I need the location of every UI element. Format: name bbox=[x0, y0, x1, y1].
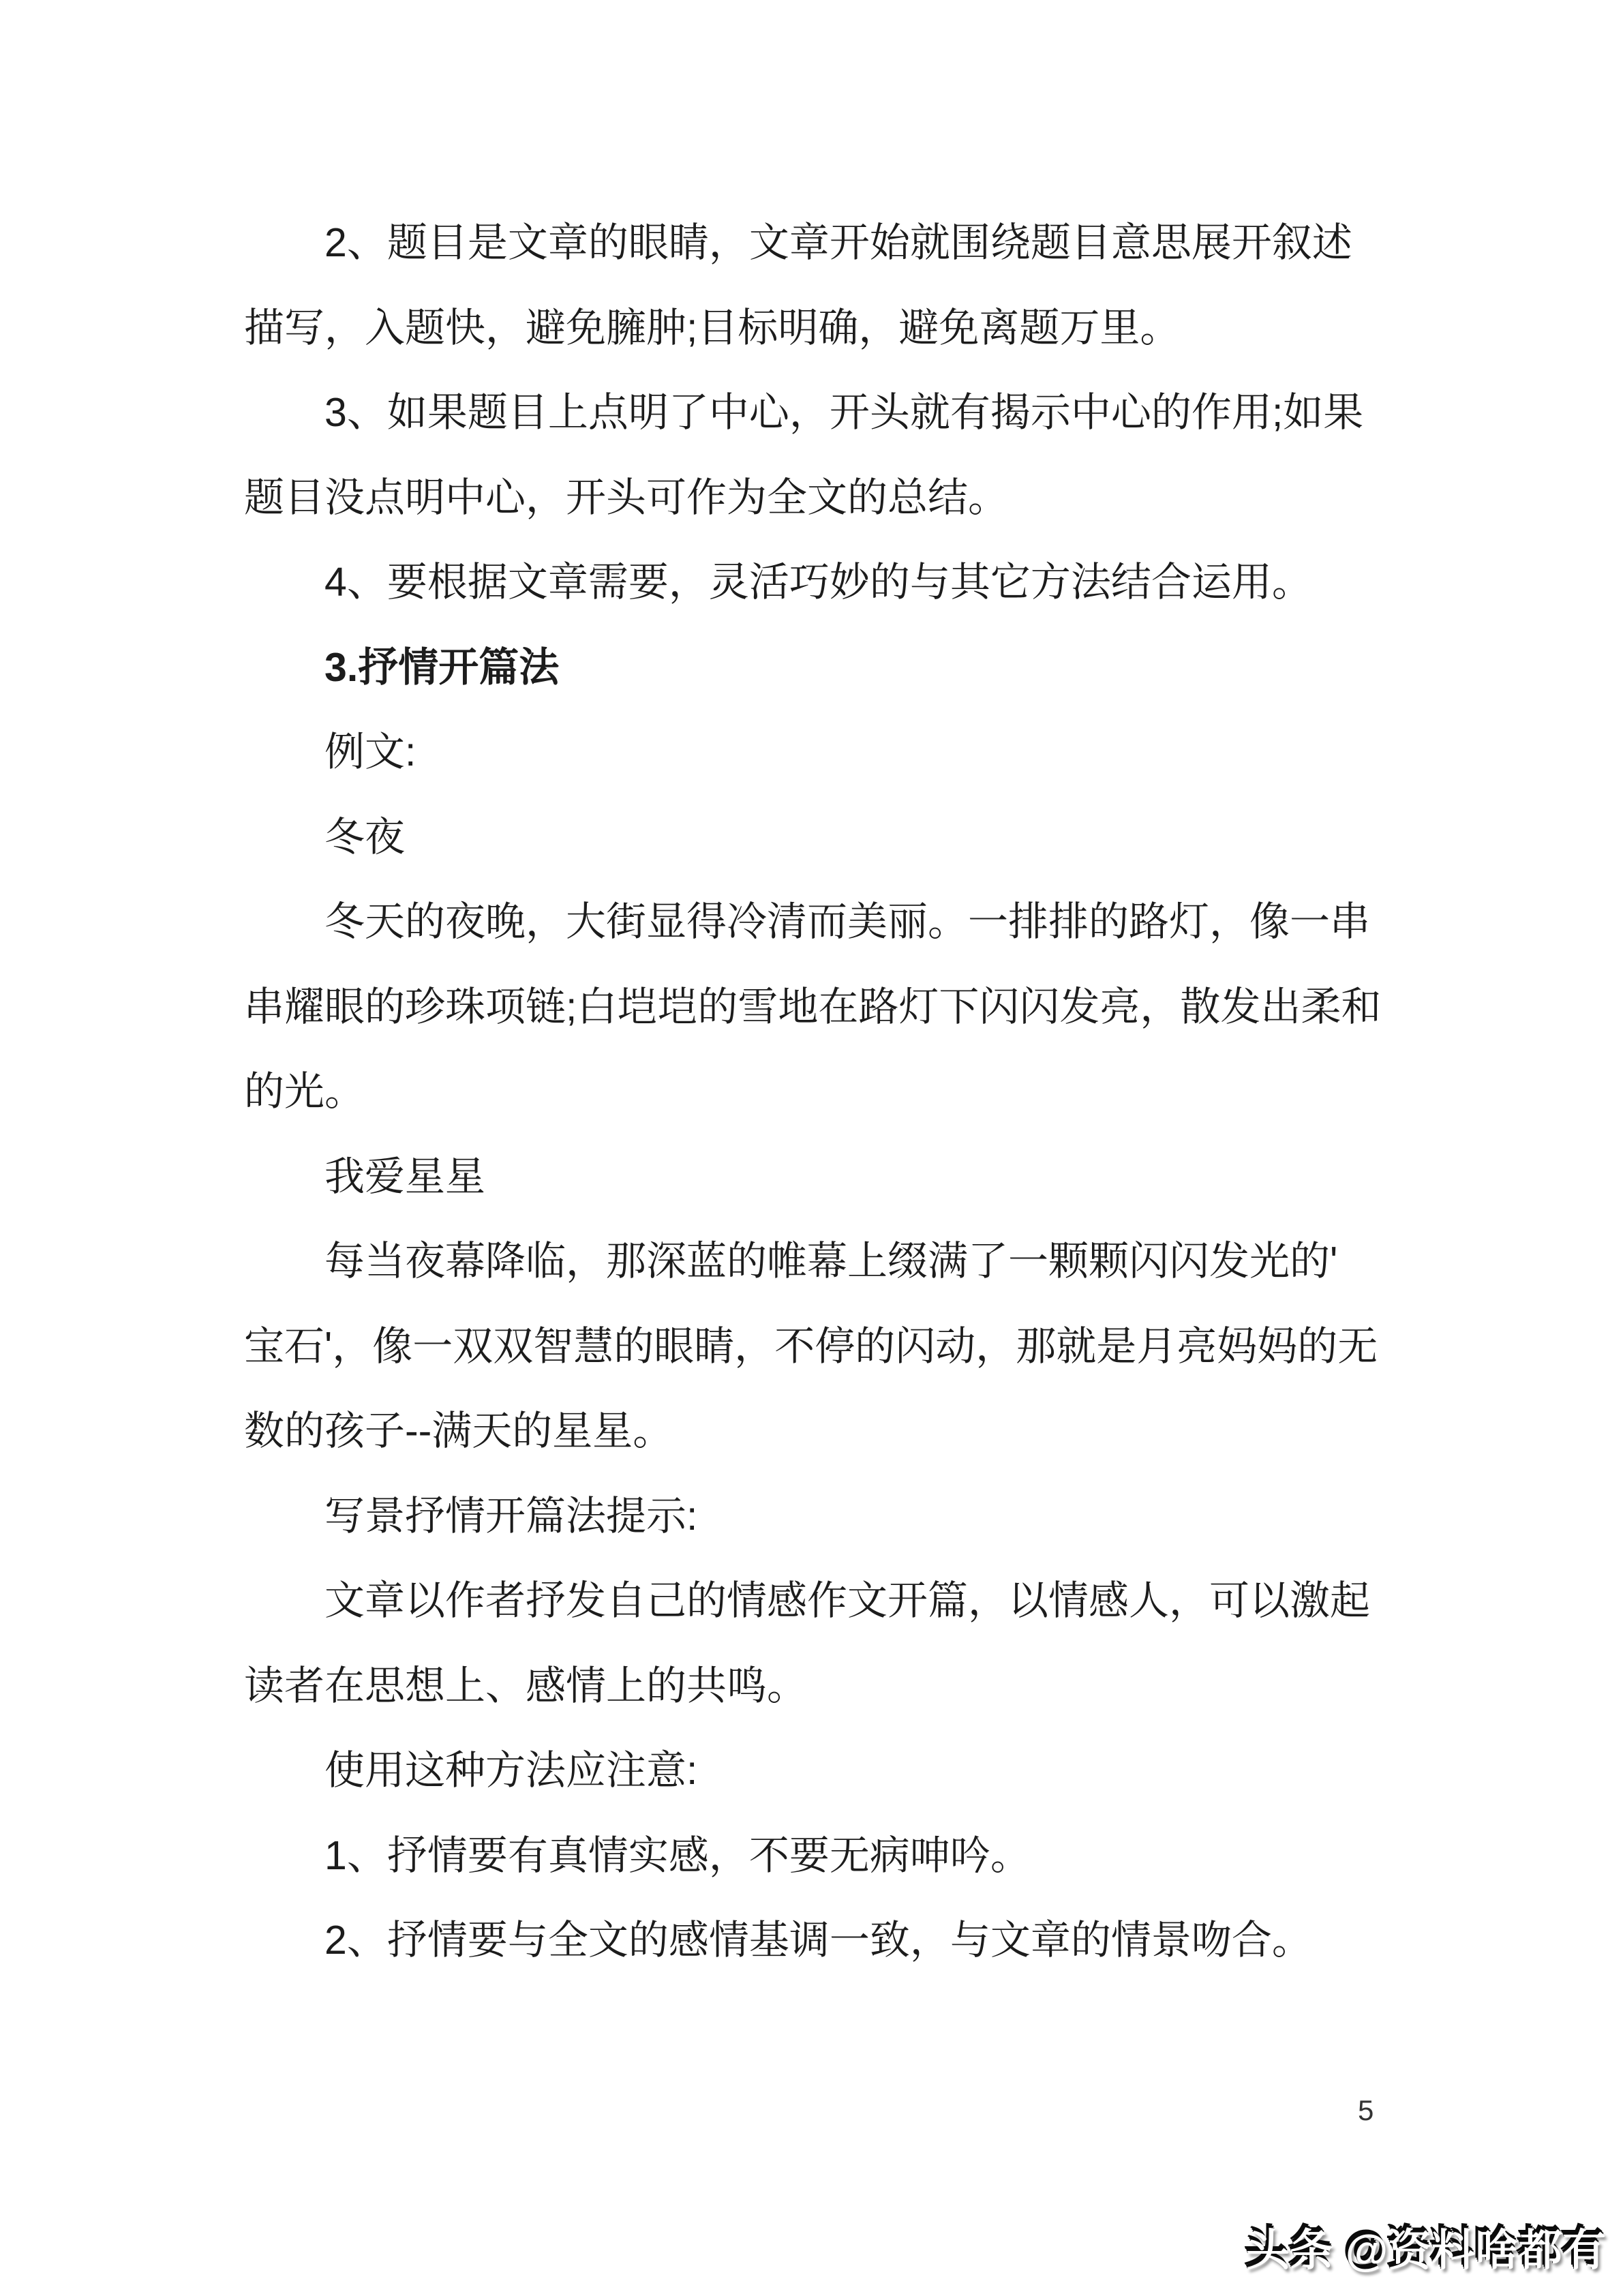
text-line: 每当夜幕降临，那深蓝的帷幕上缀满了一颗颗闪闪发光的' bbox=[324, 1239, 1338, 1284]
text-line: 读者在思想上、感情上的共鸣。 bbox=[244, 1663, 808, 1708]
text-line: 描写，入题快，避免臃肿;目标明确，避免离题万里。 bbox=[244, 305, 1181, 350]
text-line: 的光。 bbox=[244, 1069, 365, 1114]
text-line: 4、要根据文章需要，灵活巧妙的与其它方法结合运用。 bbox=[324, 560, 1312, 605]
text-line: 数的孩子--满天的星星。 bbox=[244, 1408, 673, 1453]
text-line: 冬夜 bbox=[324, 814, 406, 860]
text-line: 3、如果题目上点明了中心，开头就有揭示中心的作用;如果 bbox=[324, 390, 1364, 435]
text-line: 1、抒情要有真情实感，不要无病呻吟。 bbox=[324, 1832, 1031, 1878]
text-line: 2、抒情要与全文的感情基调一致，与文章的情景吻合。 bbox=[324, 1918, 1312, 1963]
text-line: 使用这种方法应注意: bbox=[324, 1748, 698, 1793]
text-line: 题目没点明中心，开头可作为全文的总结。 bbox=[244, 474, 1009, 520]
text-line: 2、题目是文章的眼睛，文章开始就围绕题目意思展开叙述 bbox=[324, 220, 1352, 265]
text-line: 文章以作者抒发自己的情感作文开篇，以情感人，可以激起 bbox=[324, 1578, 1371, 1623]
section-heading: 3.抒情开篇法 bbox=[324, 644, 560, 690]
text-line: 我爱星星 bbox=[324, 1153, 486, 1199]
text-block bbox=[244, 200, 1403, 1983]
page-number: 5 bbox=[1358, 2094, 1374, 2126]
text-line: 例文: bbox=[324, 729, 416, 774]
text-line: 串耀眼的珍珠项链;白垲垲的雪地在路灯下闪闪发亮，散发出柔和 bbox=[244, 984, 1382, 1029]
toutiao-watermark: 头条 @资料啥都有 bbox=[1246, 2226, 1607, 2275]
text-line: 宝石'，像一双双智慧的眼睛，不停的闪动，那就是月亮妈妈的无 bbox=[244, 1323, 1378, 1369]
text-line: 冬天的夜晚，大街显得冷清而美丽。一排排的路灯，像一串 bbox=[324, 899, 1371, 944]
text-line: 写景抒情开篇法提示: bbox=[324, 1493, 698, 1539]
